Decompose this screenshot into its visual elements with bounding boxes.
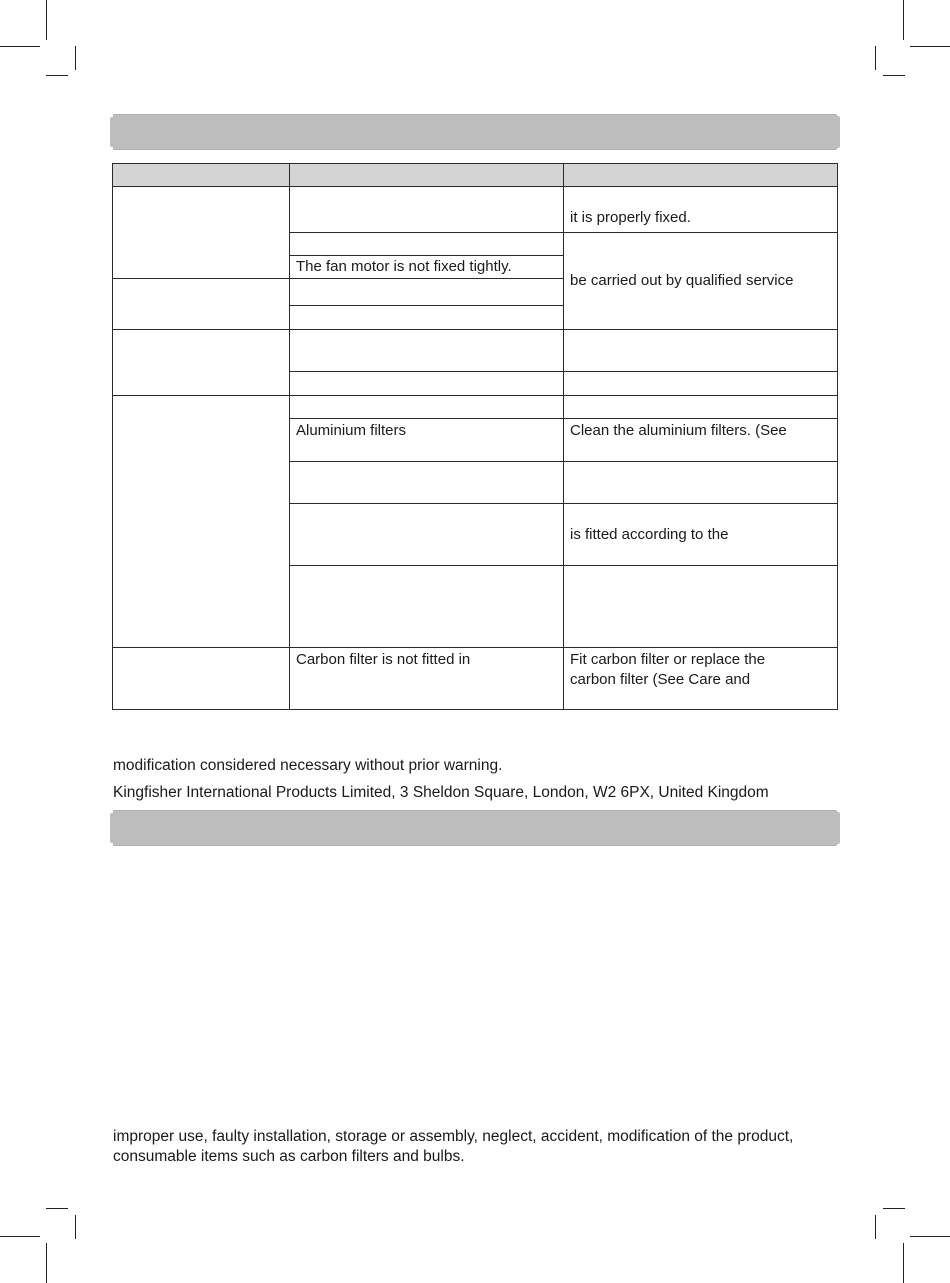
table-cell-solution xyxy=(563,186,838,233)
crop-mark xyxy=(46,1208,68,1209)
table-cell-solution xyxy=(563,329,838,372)
table-cell-problem xyxy=(112,186,290,279)
table-cell-solution xyxy=(563,503,838,566)
table-cell-cause xyxy=(289,371,564,396)
note-line: modification considered necessary without prior warning. xyxy=(113,757,503,774)
address-line: Kingfisher International Products Limited, 3 Sheldon Square, London, W2 6PX, United Kingdom xyxy=(113,784,769,801)
table-cell-cause xyxy=(289,278,564,306)
table-cell-solution xyxy=(563,371,838,396)
crop-mark xyxy=(910,46,950,47)
table-cell-solution xyxy=(563,647,838,710)
crop-mark xyxy=(75,46,76,70)
crop-mark xyxy=(0,1236,40,1237)
table-cell-problem xyxy=(112,278,290,330)
table-cell-cause xyxy=(289,232,564,256)
table-cell-cause xyxy=(289,418,564,462)
solution-text: Clean the aluminium filters. (See xyxy=(570,422,787,439)
crop-mark xyxy=(46,1243,47,1283)
table-cell-cause xyxy=(289,565,564,648)
table-header-cell xyxy=(289,163,564,187)
solution-text: is fitted according to the xyxy=(570,526,729,543)
table-cell-cause xyxy=(289,186,564,233)
crop-mark xyxy=(903,1243,904,1283)
troubleshooting-table xyxy=(112,163,838,710)
table-cell-problem xyxy=(112,647,290,710)
table-cell-cause xyxy=(289,305,564,330)
guarantee-line: improper use, faulty installation, storage or assembly, neglect, accident, modification of the product, xyxy=(113,1128,794,1145)
crop-mark xyxy=(883,1208,905,1209)
table-cell-problem xyxy=(112,395,290,648)
guarantee-line: consumable items such as carbon filters and bulbs. xyxy=(113,1148,465,1165)
cause-text: Aluminium filters xyxy=(296,422,407,439)
cause-text: Carbon filter is not fitted in xyxy=(296,651,471,668)
solution-text: it is properly fixed. xyxy=(570,209,691,226)
section-heading-bar xyxy=(113,114,837,150)
table-cell-solution xyxy=(563,418,838,462)
crop-mark xyxy=(46,0,47,40)
crop-mark xyxy=(903,0,904,40)
table-cell-solution xyxy=(563,461,838,504)
table-header-cell xyxy=(563,163,838,187)
section-heading-bar xyxy=(113,810,837,846)
solution-text: carbon filter (See Care and xyxy=(570,671,751,688)
solution-text: be carried out by qualified service xyxy=(570,272,794,289)
table-cell-solution xyxy=(563,232,838,330)
table-cell-problem xyxy=(112,329,290,396)
table-cell-cause xyxy=(289,329,564,372)
crop-mark xyxy=(883,75,905,76)
table-cell-cause xyxy=(289,503,564,566)
crop-mark xyxy=(910,1236,950,1237)
table-cell-cause xyxy=(289,461,564,504)
table-cell-cause xyxy=(289,395,564,419)
crop-mark xyxy=(0,46,40,47)
table-cell-solution xyxy=(563,395,838,419)
table-cell-cause xyxy=(289,647,564,710)
crop-mark xyxy=(46,75,68,76)
table-header-cell xyxy=(112,163,290,187)
crop-mark xyxy=(75,1215,76,1239)
table-cell-cause xyxy=(289,255,564,279)
cause-text: The fan motor is not fixed tightly. xyxy=(296,258,512,275)
crop-mark xyxy=(875,1215,876,1239)
solution-text: Fit carbon filter or replace the xyxy=(570,651,766,668)
table-cell-solution xyxy=(563,565,838,648)
crop-mark xyxy=(875,46,876,70)
